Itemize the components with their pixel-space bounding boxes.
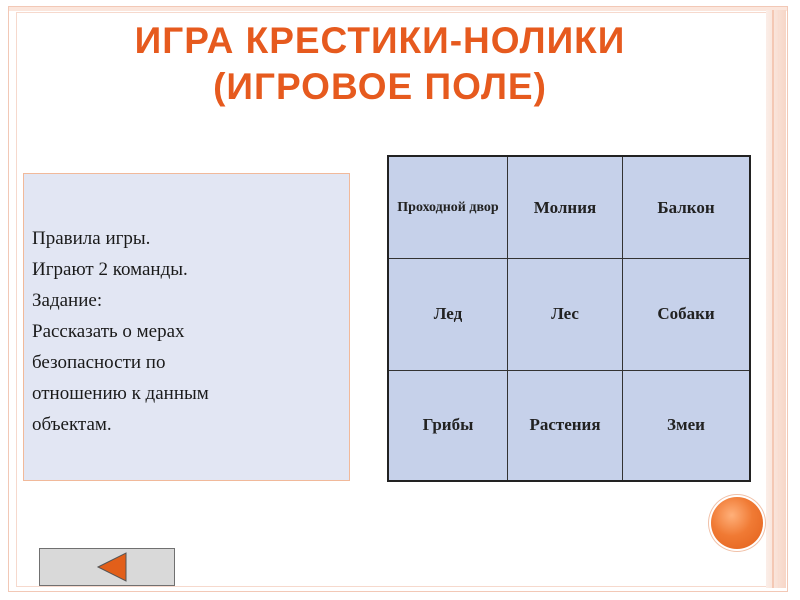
slide-title bbox=[30, 18, 730, 110]
board-cell[interactable]: Лес bbox=[508, 259, 623, 371]
board-cell[interactable]: Балкон bbox=[623, 156, 751, 259]
rules-line: безопасности по bbox=[32, 352, 166, 373]
board-cell[interactable]: Молния bbox=[508, 156, 623, 259]
board-cell[interactable]: Растения bbox=[508, 370, 623, 481]
rules-line: Правила игры. bbox=[32, 228, 151, 249]
left-triangle-icon bbox=[40, 549, 174, 585]
slide-title-line2: (ИГРОВОЕ ПОЛЕ) bbox=[213, 66, 547, 107]
rules-line: отношению к данным bbox=[32, 383, 209, 404]
rules-box bbox=[23, 173, 350, 481]
rules-line: объектам. bbox=[32, 414, 112, 435]
board-row bbox=[388, 259, 750, 371]
board-cell[interactable]: Змеи bbox=[623, 370, 751, 481]
slide-frame-top-stripe bbox=[9, 7, 787, 11]
back-button[interactable] bbox=[39, 548, 175, 586]
board-cell[interactable]: Проходной двор bbox=[388, 156, 508, 259]
board-cell[interactable]: Лед bbox=[388, 259, 508, 371]
game-board bbox=[387, 155, 751, 482]
rules-line: Задание: bbox=[32, 290, 103, 311]
rules-line: Играют 2 команды. bbox=[32, 259, 188, 280]
board-row bbox=[388, 156, 750, 259]
board-cell[interactable]: Грибы bbox=[388, 370, 508, 481]
board-cell[interactable]: Собаки bbox=[623, 259, 751, 371]
board-row bbox=[388, 370, 750, 481]
slide-title-line1: ИГРА КРЕСТИКИ-НОЛИКИ bbox=[134, 20, 626, 61]
slide-frame-right-stripe bbox=[766, 10, 786, 588]
orange-circle-icon bbox=[711, 497, 763, 549]
rules-line: Рассказать о мерах bbox=[32, 321, 185, 342]
